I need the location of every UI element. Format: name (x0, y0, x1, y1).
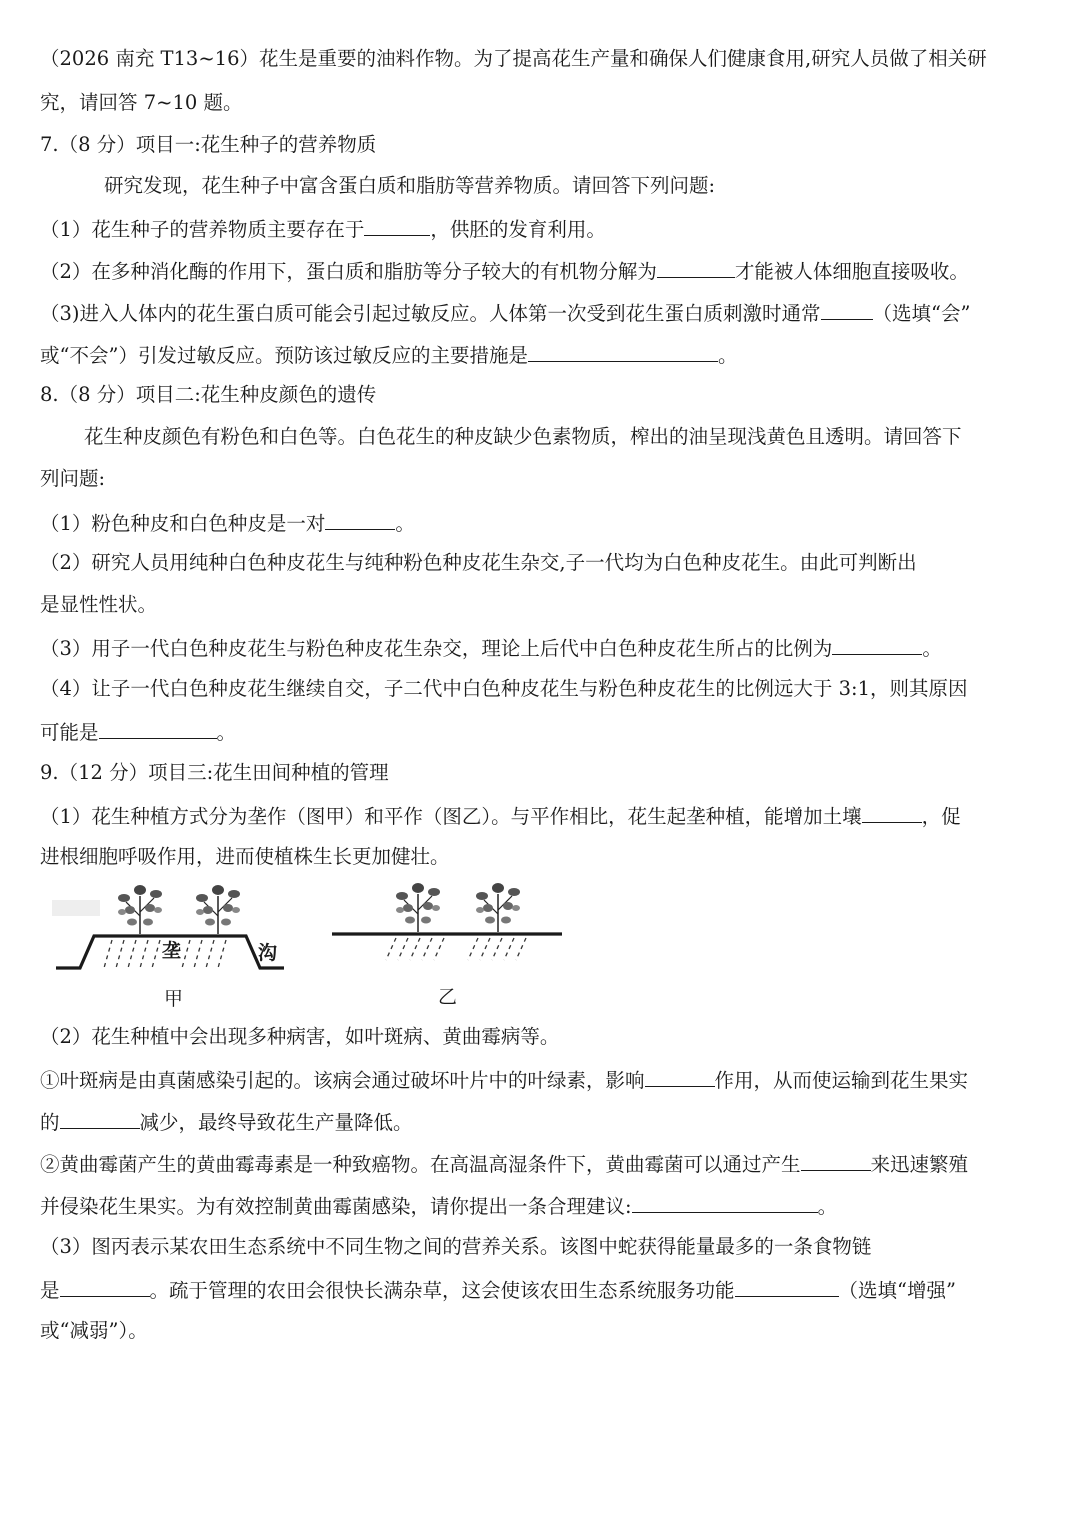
answer-blank[interactable] (528, 339, 718, 362)
q9-part2-item1-line2 (40, 1106, 1045, 1136)
q8-stem-line1: 花生种皮颜色有粉色和白色等。白色花生的种皮缺少色素物质，榨出的油呈现浅黄色且透明。请回答下 (84, 425, 962, 448)
q9-part2-item1-text-c: 的 (40, 1111, 60, 1134)
q9-part3-line1: （3）图丙表示某农田生态系统中不同生物之间的营养关系。该图中蛇获得能量最多的一条食物链 (40, 1235, 872, 1258)
q9-part2-item1-text-a: ①叶斑病是由真菌感染引起的。该病会通过破坏叶片中的叶绿素，影响 (40, 1069, 645, 1092)
q7-part3-text-b: （选填“会” (872, 302, 971, 325)
q8-part4-line2 (40, 716, 1045, 746)
q9-part2-item2-text-b: 来迅速繁殖 (870, 1153, 969, 1176)
answer-blank[interactable] (832, 632, 922, 655)
q7-part3-line2 (40, 339, 1045, 369)
flat-roots (386, 938, 526, 960)
q9-part2-item1-text-b: 作用，从而使运输到花生果实 (714, 1069, 969, 1092)
planting-diagram (40, 872, 600, 1012)
q8-heading: 8.（8 分）项目二:花生种皮颜色的遗传 (40, 383, 377, 406)
q9-heading: 9.（12 分）项目三:花生田间种植的管理 (40, 761, 389, 784)
label-ridge: 垄 (162, 940, 182, 962)
smudge (52, 900, 100, 916)
answer-blank[interactable] (60, 1106, 140, 1129)
q9-part2-item2-line1 (40, 1148, 1045, 1178)
q8-part4-line1: （4）让子一代白色种皮花生继续自交，子二代中白色种皮花生与粉色种皮花生的比例远大于 3:1，则其原因 (40, 677, 968, 700)
q9-part1-text-b: ，促 (921, 805, 961, 828)
q7-part3-text-d: 。 (717, 344, 738, 367)
answer-blank[interactable] (657, 255, 735, 278)
q9-part2-intro: （2）花生种植中会出现多种病害，如叶斑病、黄曲霉病等。 (40, 1025, 560, 1048)
answer-blank[interactable] (632, 1190, 818, 1213)
q7-part3-text-c: 或“不会”）引发过敏反应。预防该过敏反应的主要措施是 (40, 344, 528, 367)
answer-blank[interactable] (735, 1274, 839, 1297)
q8-part3 (40, 632, 1045, 662)
q8-part3-text-b: 。 (922, 637, 942, 660)
q9-part3-text-c: 。疏于管理的农田会很快长满杂草，这会使该农田生态系统服务功能 (149, 1279, 735, 1302)
answer-blank[interactable] (862, 800, 922, 823)
q9-part3-text-b: 是 (40, 1279, 60, 1302)
q9-part2-item2-text-a: ②黄曲霉菌产生的黄曲霉毒素是一种致癌物。在高温高湿条件下，黄曲霉菌可以通过产生 (40, 1153, 801, 1176)
label-ditch: 沟 (258, 942, 278, 964)
q8-part3-text-a: （3）用子一代白色种皮花生与粉色种皮花生杂交，理论上后代中白色种皮花生所占的比例为 (40, 637, 833, 660)
q7-part3-line1 (40, 297, 1045, 327)
q7-part1 (40, 213, 1045, 243)
label-figure-yi: 乙 (438, 986, 458, 1008)
q9-part2-item2-line2 (40, 1190, 1045, 1220)
q9-part1-line2: 进根细胞呼吸作用，进而使植株生长更加健壮。 (40, 845, 450, 868)
q9-part2-item2-text-d: 。 (817, 1195, 838, 1218)
label-figure-jia: 甲 (164, 988, 184, 1010)
q8-part1-text-a: （1）粉色种皮和白色种皮是一对 (40, 512, 326, 535)
answer-blank[interactable] (364, 213, 430, 236)
q8-part2-line1: （2）研究人员用纯种白色种皮花生与纯种粉色种皮花生杂交,子一代均为白色种皮花生。由此可判断出 (40, 551, 917, 574)
answer-blank[interactable] (801, 1148, 871, 1171)
q9-part3-line2 (40, 1274, 1045, 1304)
q8-part1-text-b: 。 (395, 512, 415, 535)
q9-part2-item1-text-d: 减少，最终导致花生产量降低。 (139, 1111, 413, 1134)
peanut-plant-icon (118, 885, 162, 934)
answer-blank[interactable] (821, 297, 873, 320)
q9-part3-line3: 或“减弱”）。 (40, 1319, 148, 1342)
q9-part2-item2-text-c: 并侵染花生果实。为有效控制黄曲霉菌感染，请你提出一条合理建议: (40, 1195, 632, 1218)
q9-part1-text-a: （1）花生种植方式分为垄作（图甲）和平作（图乙）。与平作相比，花生起垄种植，能增加土壤 (40, 805, 862, 828)
q8-stem-line2: 列问题: (40, 467, 106, 490)
q9-part1-line1 (40, 800, 1045, 830)
peanut-plant-icon (196, 885, 240, 934)
answer-blank[interactable] (60, 1274, 150, 1297)
q7-part2-text-b: 才能被人体细胞直接吸收。 (734, 260, 969, 283)
peanut-plant-icon (476, 883, 520, 932)
q7-part2-text-a: （2）在多种消化酶的作用下，蛋白质和脂肪等分子较大的有机物分解为 (40, 260, 657, 283)
intro-line-2: 究，请回答 7~10 题。 (40, 91, 243, 114)
peanut-plant-icon (396, 883, 440, 932)
q7-stem: 研究发现，花生种子中富含蛋白质和脂肪等营养物质。请回答下列问题: (104, 174, 716, 197)
q9-part2-item1-line1 (40, 1064, 1045, 1094)
q7-part3-text-a: （3)进入人体内的花生蛋白质可能会引起过敏反应。人体第一次受到花生蛋白质刺激时通常 (40, 302, 821, 325)
q8-part4-text-b: 可能是 (40, 721, 99, 744)
answer-blank[interactable] (645, 1064, 715, 1087)
q7-part2 (40, 255, 1045, 285)
q8-part2-line2: 是显性性状。 (40, 593, 158, 616)
intro-line-1: （2026 南充 T13~16）花生是重要的油料作物。为了提高花生产量和确保人们健康食用,研究人员做了相关研 (40, 47, 987, 70)
q7-part1-text-b: ，供胚的发育利用。 (430, 218, 606, 241)
q8-part1 (40, 507, 1045, 537)
answer-blank[interactable] (325, 507, 395, 530)
q7-part1-text-a: （1）花生种子的营养物质主要存在于 (40, 218, 365, 241)
q9-part3-text-d: （选填“增强” (838, 1279, 956, 1302)
answer-blank[interactable] (99, 716, 217, 739)
q7-heading: 7.（8 分）项目一:花生种子的营养物质 (40, 133, 377, 156)
planting-figure (40, 872, 600, 1012)
q8-part4-text-c: 。 (216, 721, 237, 744)
